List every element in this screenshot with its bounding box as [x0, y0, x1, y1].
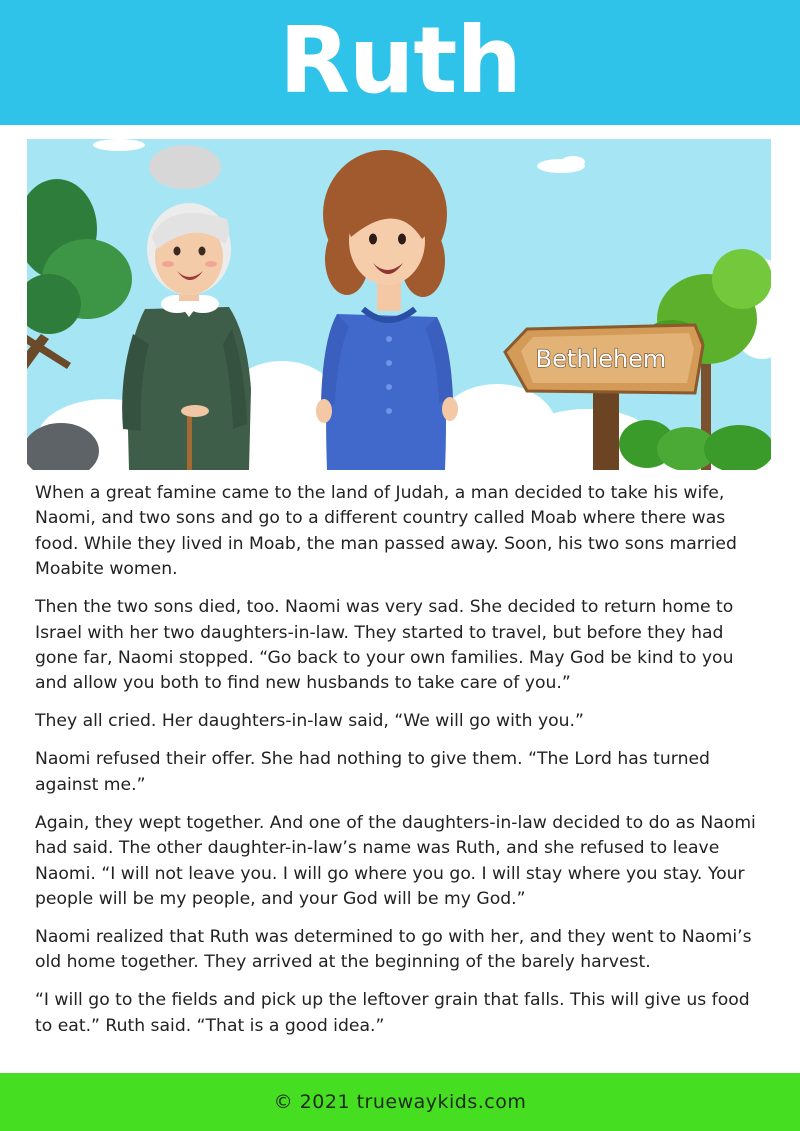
title-banner — [0, 0, 800, 125]
copyright-text: © 2021 truewaykids.com — [273, 1091, 527, 1113]
story-paragraph: Naomi realized that Ruth was determined to go with her, and they went to Naomi’s old home together. They arrived at the beginning of the barely harvest. — [35, 927, 752, 973]
story-paragraph: When a great famine came to the land of Judah, a man decided to take his wife, Naomi, and two sons and go to a different country called Moab where there was food. While they lived in Moab, the man passed away. Soon, his two sons married Moabite women. — [35, 483, 737, 580]
story-paragraph: “I will go to the fields and pick up the leftover grain that falls. This will give us food to eat.” Ruth said. “That is a good idea.” — [35, 990, 750, 1036]
story-paragraph: They all cried. Her daughters-in-law said, “We will go with you.” — [35, 711, 584, 732]
footer-bar — [0, 1073, 800, 1131]
story-paragraph: Naomi refused their offer. She had nothing to give them. “The Lord has turned against me.” — [35, 749, 710, 795]
sign-label: Bethlehem — [535, 345, 667, 373]
story-text — [35, 481, 770, 1052]
page-title: Ruth — [279, 6, 521, 114]
story-paragraph: Again, they wept together. And one of the daughters-in-law decided to do as Naomi had said. The other daughter-in-law’s name was Ruth, and she refused to leave Naomi. “I will not leave you. I will go where you go. I will stay where you stay. Your people will be my people, and your God will be my God.” — [35, 812, 756, 910]
story-illustration — [27, 139, 771, 470]
story-paragraph: Then the two sons died, too. Naomi was very sad. She decided to return home to Israel with her two daughters-in-law. They started to travel, but before they had gone far, Naomi stopped. “Go back to your own families. May God be kind to you and allow you both to find new husbands to take care of you.” — [35, 597, 734, 694]
